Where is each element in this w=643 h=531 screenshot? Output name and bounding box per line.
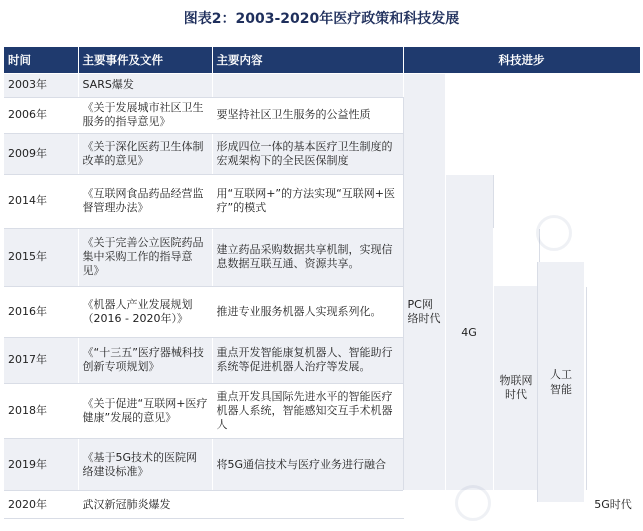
content-cell: 形成四位一体的基本医疗卫生制度的宏观架构下的全民医保制度 (212, 134, 403, 175)
header-content: 主要内容 (212, 47, 403, 74)
content-cell: 重点开发具国际先进水平的智能医疗机器人系统，智能感知交互手术机器人 (212, 383, 403, 439)
content-cell: 重点开发智能康复机器人、智能助行系统等促进机器人治疗等发展。 (212, 338, 403, 383)
tech-iot-cell (493, 286, 539, 490)
tech-pc-label: PC网络时代 (407, 298, 441, 325)
year-cell: 2019年 (4, 439, 78, 491)
content-cell (212, 74, 403, 98)
event-cell: 《关于完善公立医院药品集中采购工作的指导意见》 (78, 228, 212, 286)
event-cell: 武汉新冠肺炎爆发 (78, 491, 212, 519)
event-cell: 《关于深化医药卫生体制改革的意见》 (78, 134, 212, 175)
tech-empty-cell (445, 491, 493, 519)
page-title: 图表2：2003-2020年医疗政策和科技发展 (183, 11, 460, 27)
year-cell: 2016年 (4, 286, 78, 338)
tech-5g-cell (586, 491, 640, 519)
tech-empty-cell (539, 74, 586, 287)
event-cell: 《基于5G技术的医院网络建设标准》 (78, 439, 212, 491)
content-cell: 用“互联网+”的方法实现“互联网+医疗”的模式 (212, 175, 403, 229)
tech-4g-cell (445, 175, 493, 491)
header-row (4, 47, 640, 74)
event-cell: 《机器人产业发展规划（2016 - 2020年）》 (78, 286, 212, 338)
content-cell: 建立药品采购数据共享机制，实现信息数据互联互通、资源共享。 (212, 228, 403, 286)
event-cell: 《关于发展城市社区卫生服务的指导意见》 (78, 97, 212, 134)
event-cell: SARS爆发 (78, 74, 212, 98)
header-time: 时间 (4, 47, 78, 74)
table-row (4, 74, 640, 98)
header-events: 主要事件及文件 (78, 47, 212, 74)
year-cell: 2018年 (4, 383, 78, 439)
year-cell: 2009年 (4, 134, 78, 175)
tech-empty-cell (445, 74, 493, 175)
tech-empty-cell (493, 74, 539, 229)
year-cell: 2003年 (4, 74, 78, 98)
event-cell: 《“十三五”医疗器械科技创新专项规划》 (78, 338, 212, 383)
tech-empty-cell (403, 491, 445, 519)
content-cell: 要坚持社区卫生服务的公益性质 (212, 97, 403, 134)
tech-empty-cell (586, 74, 640, 491)
content-cell (212, 491, 403, 519)
tech-ai-label: 人工智能 (550, 368, 572, 396)
tech-iot-label: 物联网时代 (499, 374, 533, 402)
year-cell: 2015年 (4, 228, 78, 286)
event-cell: 《互联网食品药品经营监督管理办法》 (78, 175, 212, 229)
tech-ai-cell (537, 262, 584, 502)
year-cell: 2006年 (4, 97, 78, 134)
year-cell: 2014年 (4, 175, 78, 229)
content-cell: 推进专业服务机器人实现系列化。 (212, 286, 403, 338)
year-cell: 2017年 (4, 338, 78, 383)
tech-empty-cell (493, 491, 539, 519)
content-cell: 将5G通信技术与医疗业务进行融合 (212, 439, 403, 491)
tech-5g-label: 5G时代 (594, 497, 632, 511)
tech-4g-label: 4G (461, 325, 477, 339)
header-tech: 科技进步 (403, 47, 640, 74)
event-cell: 《关于促进“互联网+医疗健康”发展的意见》 (78, 383, 212, 439)
tech-pc-cell (403, 74, 445, 491)
year-cell: 2020年 (4, 491, 78, 519)
